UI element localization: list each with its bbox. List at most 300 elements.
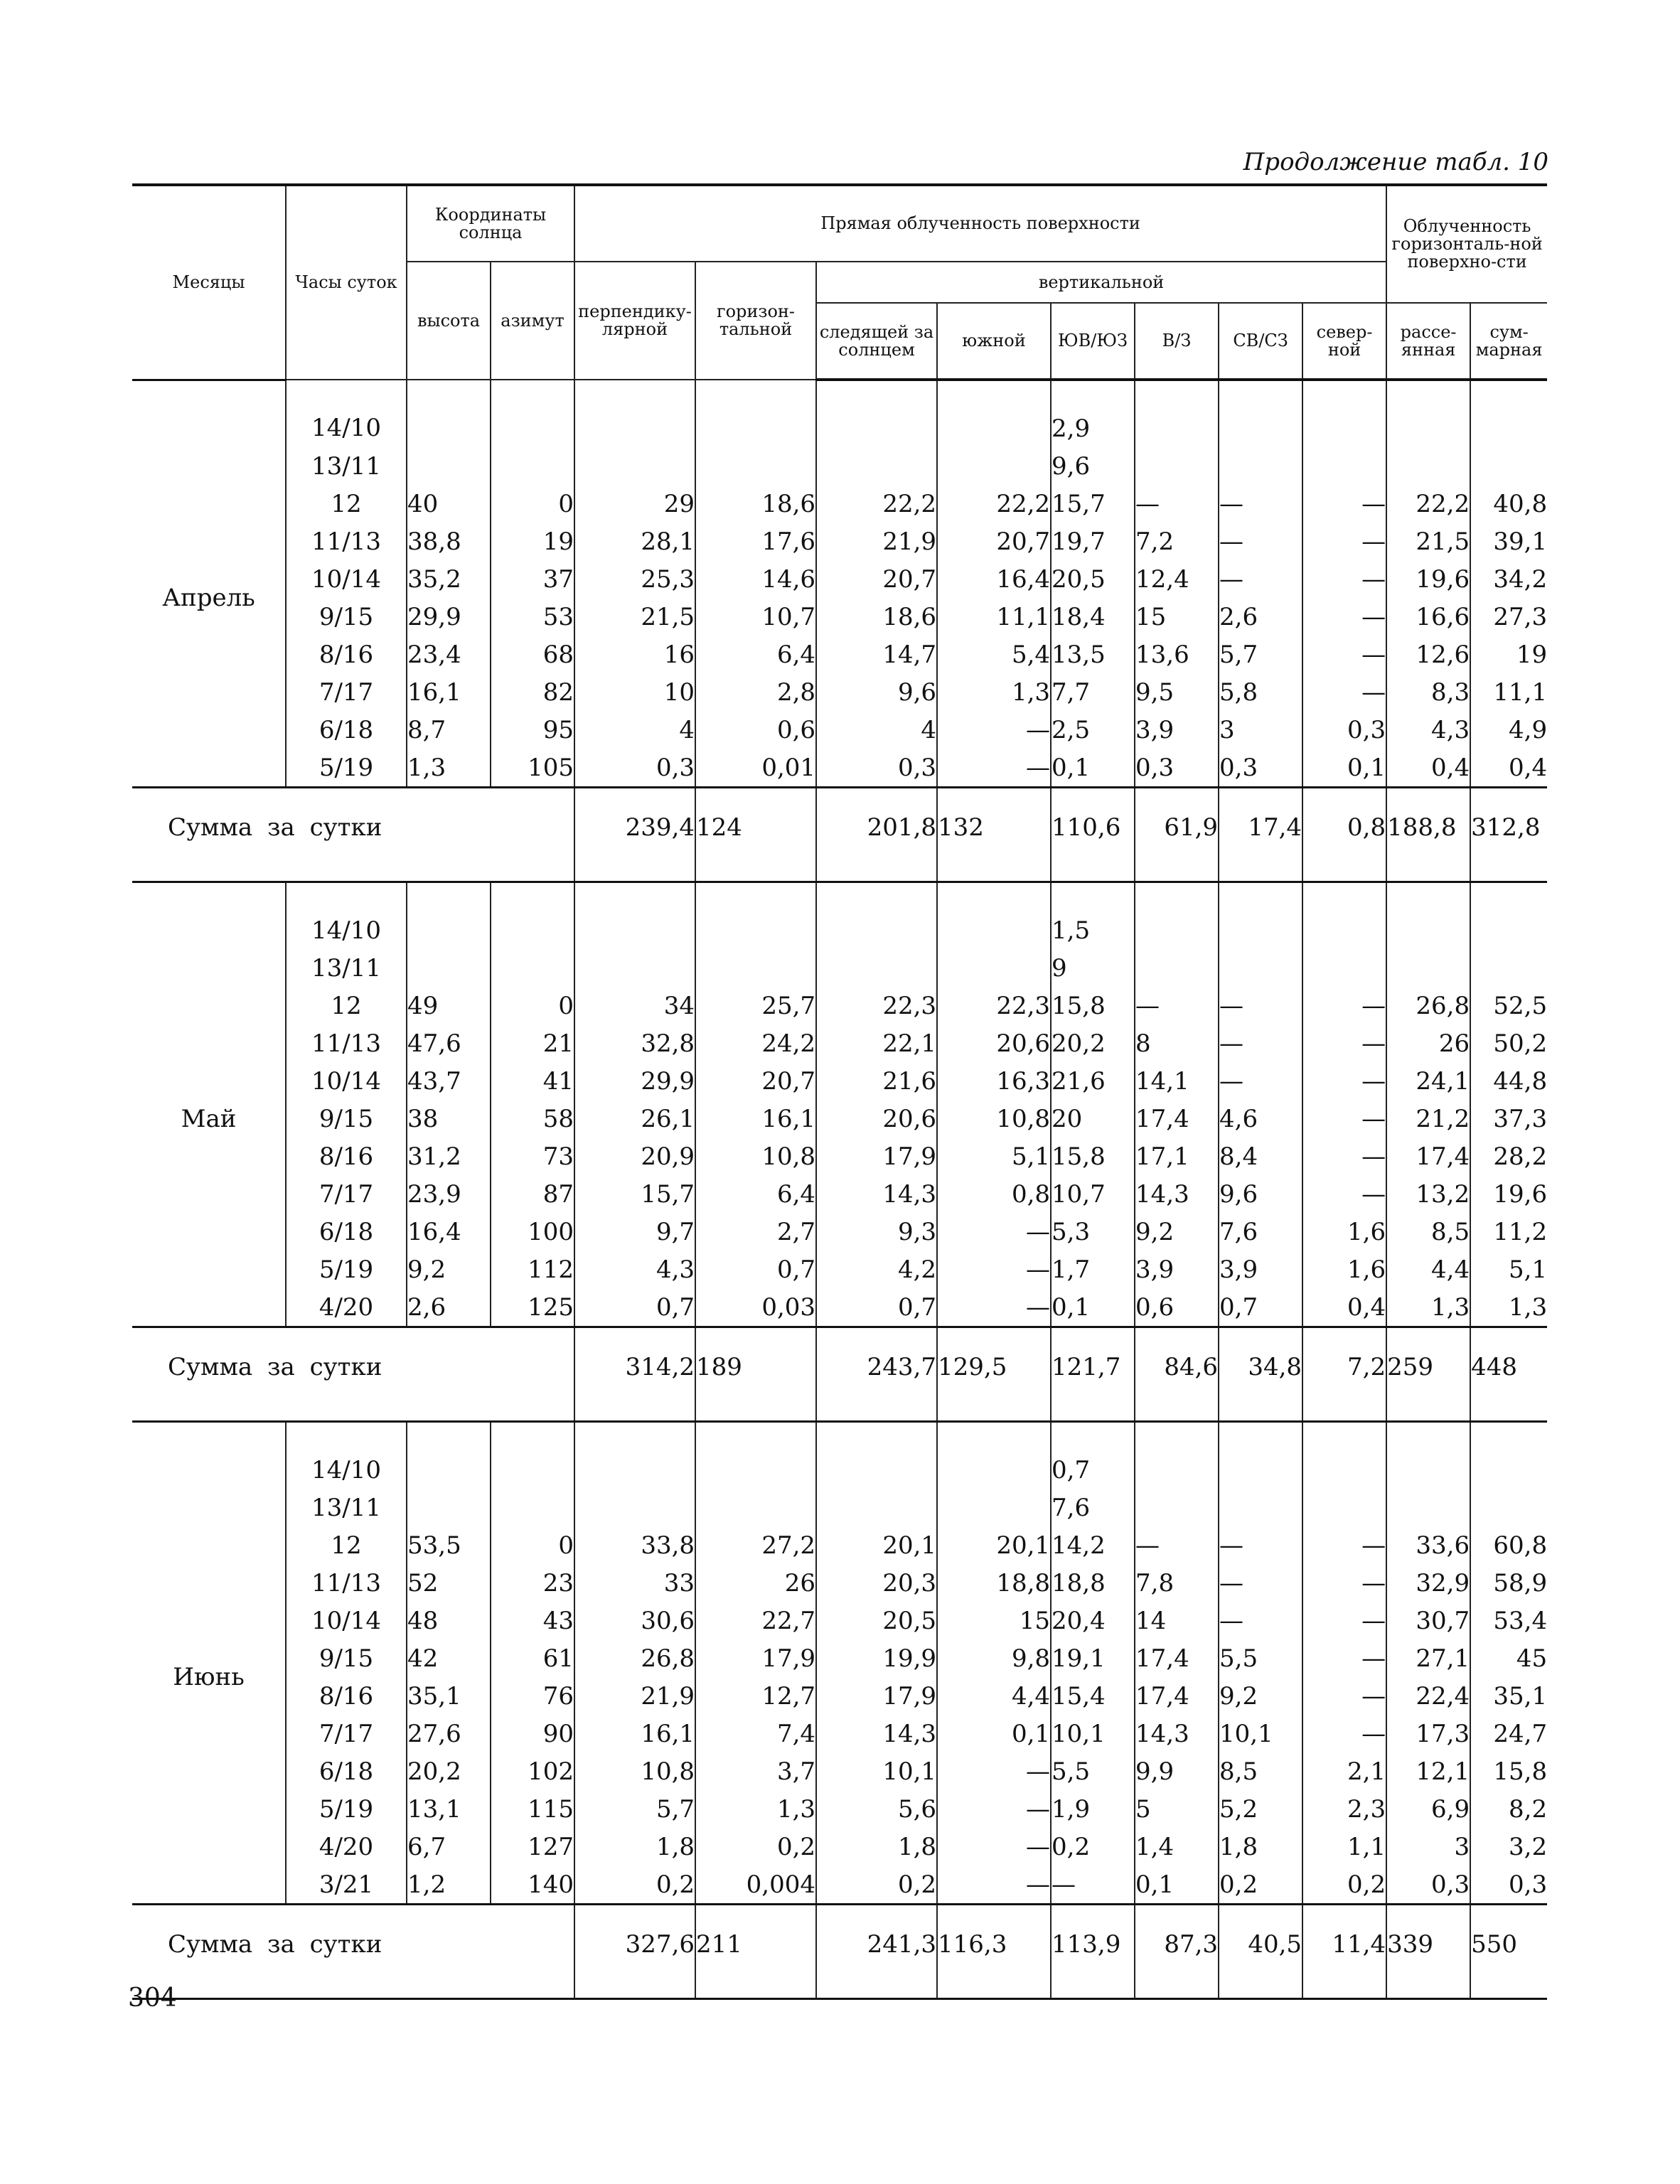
value-cell: 28,2: [1470, 1138, 1547, 1175]
value-cell: 9,6: [1051, 447, 1135, 485]
value-cell: 21,6: [816, 1062, 937, 1100]
value-cell: [1135, 949, 1219, 987]
value-cell: [937, 1489, 1051, 1526]
value-cell: 17,9: [816, 1138, 937, 1175]
value-cell: 60,8: [1470, 1526, 1547, 1564]
value-cell: 5,4: [937, 636, 1051, 673]
value-cell: 5,8: [1219, 673, 1302, 711]
value-cell: 0,3: [1302, 711, 1386, 749]
value-cell: 17,4: [1135, 1639, 1219, 1677]
table-row: [132, 1828, 1547, 1866]
value-cell: [407, 882, 491, 950]
hour-cell: 6/18: [286, 1752, 407, 1790]
sum-cell: 84,6: [1135, 1327, 1219, 1422]
value-cell: 0,7: [1219, 1288, 1302, 1327]
value-cell: 2,6: [1219, 598, 1302, 636]
value-cell: 10,1: [816, 1752, 937, 1790]
value-cell: [1302, 882, 1386, 950]
value-cell: 19,7: [1051, 523, 1135, 560]
sum-row: [132, 788, 1547, 882]
value-cell: 30,6: [574, 1602, 695, 1639]
table-row: [132, 673, 1547, 711]
table-row: [132, 1422, 1547, 1489]
table-row: [132, 1138, 1547, 1175]
hour-cell: 14/10: [286, 380, 407, 447]
value-cell: —: [1302, 1564, 1386, 1602]
value-cell: [937, 447, 1051, 485]
value-cell: 52: [407, 1564, 491, 1602]
value-cell: —: [1135, 485, 1219, 523]
value-cell: 5,2: [1219, 1790, 1302, 1828]
sum-row: [132, 1905, 1547, 1999]
sum-cell: 314,2: [574, 1327, 695, 1422]
value-cell: [695, 447, 816, 485]
value-cell: 44,8: [1470, 1062, 1547, 1100]
value-cell: —: [937, 1213, 1051, 1251]
table-row: [132, 1251, 1547, 1288]
value-cell: [574, 882, 695, 950]
value-cell: 0: [491, 987, 574, 1024]
value-cell: —: [937, 1866, 1051, 1905]
sum-cell: 113,9: [1051, 1905, 1135, 1999]
value-cell: [695, 949, 816, 987]
value-cell: [491, 447, 574, 485]
hour-cell: 12: [286, 1526, 407, 1564]
value-cell: 17,9: [695, 1639, 816, 1677]
value-cell: 16,3: [937, 1062, 1051, 1100]
value-cell: —: [1219, 523, 1302, 560]
value-cell: 6,9: [1386, 1790, 1470, 1828]
value-cell: 1,3: [1470, 1288, 1547, 1327]
value-cell: 33,6: [1386, 1526, 1470, 1564]
value-cell: [937, 1422, 1051, 1489]
value-cell: 125: [491, 1288, 574, 1327]
value-cell: [816, 1489, 937, 1526]
value-cell: 8: [1135, 1024, 1219, 1062]
value-cell: [574, 380, 695, 447]
value-cell: 13,5: [1051, 636, 1135, 673]
value-cell: 0,3: [1386, 1866, 1470, 1905]
value-cell: —: [1219, 1526, 1302, 1564]
value-cell: [491, 380, 574, 447]
value-cell: [1302, 949, 1386, 987]
value-cell: 18,6: [695, 485, 816, 523]
header-north: север-ной: [1302, 303, 1386, 380]
value-cell: 25,3: [574, 560, 695, 598]
value-cell: [574, 949, 695, 987]
value-cell: 35,1: [407, 1677, 491, 1715]
value-cell: —: [1302, 1138, 1386, 1175]
value-cell: 21,5: [574, 598, 695, 636]
header-hours: Часы суток: [286, 185, 407, 380]
value-cell: 14,3: [816, 1175, 937, 1213]
value-cell: 8,3: [1386, 673, 1470, 711]
value-cell: 5,3: [1051, 1213, 1135, 1251]
hour-cell: 9/15: [286, 598, 407, 636]
value-cell: —: [1302, 1526, 1386, 1564]
hour-cell: 11/13: [286, 1564, 407, 1602]
hour-cell: 11/13: [286, 523, 407, 560]
value-cell: —: [937, 749, 1051, 788]
value-cell: 21,2: [1386, 1100, 1470, 1138]
value-cell: 30,7: [1386, 1602, 1470, 1639]
hour-cell: 3/21: [286, 1866, 407, 1905]
value-cell: [1470, 882, 1547, 950]
value-cell: —: [937, 1752, 1051, 1790]
value-cell: 20,5: [816, 1602, 937, 1639]
value-cell: —: [1051, 1866, 1135, 1905]
value-cell: [1386, 1422, 1470, 1489]
value-cell: 22,2: [937, 485, 1051, 523]
hour-cell: 5/19: [286, 1251, 407, 1288]
table-row: [132, 1790, 1547, 1828]
value-cell: 0,2: [1302, 1866, 1386, 1905]
value-cell: 40,8: [1470, 485, 1547, 523]
value-cell: —: [1302, 523, 1386, 560]
sum-cell: 17,4: [1219, 788, 1302, 882]
value-cell: [574, 1489, 695, 1526]
value-cell: [937, 949, 1051, 987]
value-cell: 20,5: [1051, 560, 1135, 598]
table-row: [132, 987, 1547, 1024]
value-cell: 28,1: [574, 523, 695, 560]
value-cell: —: [937, 1288, 1051, 1327]
value-cell: 5,5: [1219, 1639, 1302, 1677]
hour-cell: 14/10: [286, 1422, 407, 1489]
hour-cell: 8/16: [286, 1677, 407, 1715]
value-cell: 18,8: [1051, 1564, 1135, 1602]
value-cell: 16: [574, 636, 695, 673]
table-row: [132, 1866, 1547, 1905]
value-cell: [816, 447, 937, 485]
value-cell: 19,1: [1051, 1639, 1135, 1677]
value-cell: 11,1: [1470, 673, 1547, 711]
value-cell: 32,9: [1386, 1564, 1470, 1602]
table-row: [132, 1602, 1547, 1639]
value-cell: [1386, 949, 1470, 987]
sum-cell: 259: [1386, 1327, 1470, 1422]
value-cell: 15,8: [1470, 1752, 1547, 1790]
value-cell: [1135, 447, 1219, 485]
value-cell: 14,6: [695, 560, 816, 598]
sum-cell: 7,2: [1302, 1327, 1386, 1422]
value-cell: [816, 882, 937, 950]
value-cell: 9,3: [816, 1213, 937, 1251]
value-cell: [695, 380, 816, 447]
value-cell: 24,7: [1470, 1715, 1547, 1752]
table-row: [132, 447, 1547, 485]
value-cell: 0,004: [695, 1866, 816, 1905]
table-row: [132, 1752, 1547, 1790]
value-cell: 0,3: [1135, 749, 1219, 788]
value-cell: —: [1302, 485, 1386, 523]
value-cell: 90: [491, 1715, 574, 1752]
hour-cell: 10/14: [286, 560, 407, 598]
sum-cell: 211: [695, 1905, 816, 1999]
sum-cell: 129,5: [937, 1327, 1051, 1422]
value-cell: —: [1219, 1024, 1302, 1062]
value-cell: 8,5: [1386, 1213, 1470, 1251]
value-cell: —: [1302, 1175, 1386, 1213]
value-cell: [1135, 380, 1219, 447]
hour-cell: 6/18: [286, 711, 407, 749]
sum-cell: 116,3: [937, 1905, 1051, 1999]
table-row: [132, 1062, 1547, 1100]
value-cell: 0,8: [937, 1175, 1051, 1213]
sum-label: Сумма за сутки: [132, 1327, 574, 1422]
value-cell: [574, 1422, 695, 1489]
value-cell: 7,4: [695, 1715, 816, 1752]
value-cell: 102: [491, 1752, 574, 1790]
value-cell: 45: [1470, 1639, 1547, 1677]
table-row: [132, 523, 1547, 560]
table-row: [132, 749, 1547, 788]
value-cell: 16,4: [407, 1213, 491, 1251]
value-cell: 10,8: [574, 1752, 695, 1790]
value-cell: 12,1: [1386, 1752, 1470, 1790]
value-cell: 7,7: [1051, 673, 1135, 711]
value-cell: 22,1: [816, 1024, 937, 1062]
value-cell: [1470, 1422, 1547, 1489]
hour-cell: 7/17: [286, 1175, 407, 1213]
value-cell: 0,2: [695, 1828, 816, 1866]
hour-cell: 9/15: [286, 1639, 407, 1677]
value-cell: 1,8: [1219, 1828, 1302, 1866]
value-cell: 14,3: [1135, 1175, 1219, 1213]
value-cell: 19,9: [816, 1639, 937, 1677]
value-cell: [407, 1489, 491, 1526]
value-cell: [1219, 1422, 1302, 1489]
value-cell: 17,9: [816, 1677, 937, 1715]
value-cell: [491, 1489, 574, 1526]
value-cell: 1,3: [695, 1790, 816, 1828]
sum-cell: 87,3: [1135, 1905, 1219, 1999]
value-cell: 49: [407, 987, 491, 1024]
value-cell: 0,7: [695, 1251, 816, 1288]
table-row: [132, 1526, 1547, 1564]
sum-cell: 201,8: [816, 788, 937, 882]
value-cell: —: [1302, 636, 1386, 673]
value-cell: 115: [491, 1790, 574, 1828]
value-cell: 53: [491, 598, 574, 636]
value-cell: 9,8: [937, 1639, 1051, 1677]
header-total: сум-марная: [1470, 303, 1547, 380]
table-row: [132, 1639, 1547, 1677]
sum-cell: 239,4: [574, 788, 695, 882]
value-cell: 17,4: [1386, 1138, 1470, 1175]
value-cell: 1,7: [1051, 1251, 1135, 1288]
value-cell: 73: [491, 1138, 574, 1175]
table-row: [132, 1024, 1547, 1062]
value-cell: 19,6: [1470, 1175, 1547, 1213]
value-cell: 14,3: [816, 1715, 937, 1752]
value-cell: 58,9: [1470, 1564, 1547, 1602]
value-cell: 19,6: [1386, 560, 1470, 598]
value-cell: 29,9: [574, 1062, 695, 1100]
value-cell: 4: [574, 711, 695, 749]
value-cell: 5,7: [574, 1790, 695, 1828]
value-cell: 0,1: [1051, 1288, 1135, 1327]
value-cell: 15,8: [1051, 1138, 1135, 1175]
value-cell: —: [1302, 1100, 1386, 1138]
value-cell: 16,4: [937, 560, 1051, 598]
value-cell: 0,4: [1470, 749, 1547, 788]
value-cell: [1470, 447, 1547, 485]
value-cell: 20,1: [937, 1526, 1051, 1564]
value-cell: 0,2: [574, 1866, 695, 1905]
sum-cell: 312,8: [1470, 788, 1547, 882]
value-cell: 16,1: [695, 1100, 816, 1138]
value-cell: 22,2: [816, 485, 937, 523]
value-cell: [491, 1422, 574, 1489]
header-azimuth: азимут: [491, 262, 574, 380]
hour-cell: 14/10: [286, 882, 407, 950]
value-cell: 3,7: [695, 1752, 816, 1790]
hour-cell: 12: [286, 485, 407, 523]
value-cell: 8,4: [1219, 1138, 1302, 1175]
sum-label: Сумма за сутки: [132, 1905, 574, 1999]
value-cell: 40: [407, 485, 491, 523]
value-cell: 17,1: [1135, 1138, 1219, 1175]
value-cell: 105: [491, 749, 574, 788]
value-cell: 33,8: [574, 1526, 695, 1564]
value-cell: 14,3: [1135, 1715, 1219, 1752]
table-row: [132, 1564, 1547, 1602]
value-cell: 0,2: [1051, 1828, 1135, 1866]
value-cell: 43,7: [407, 1062, 491, 1100]
value-cell: 26,1: [574, 1100, 695, 1138]
sum-cell: 243,7: [816, 1327, 937, 1422]
block-june: [132, 1422, 1547, 1999]
value-cell: 26,8: [1386, 987, 1470, 1024]
value-cell: 0,7: [574, 1288, 695, 1327]
header-horiz-irr: Облученность горизонталь-ной поверхно-сти: [1386, 185, 1547, 303]
value-cell: 0,3: [816, 749, 937, 788]
value-cell: 3,2: [1470, 1828, 1547, 1866]
hour-cell: 9/15: [286, 1100, 407, 1138]
value-cell: —: [1302, 1024, 1386, 1062]
value-cell: 0,4: [1386, 749, 1470, 788]
value-cell: 1,4: [1135, 1828, 1219, 1866]
hour-cell: 8/16: [286, 636, 407, 673]
value-cell: 3,9: [1135, 711, 1219, 749]
value-cell: 27,2: [695, 1526, 816, 1564]
value-cell: 5,1: [1470, 1251, 1547, 1288]
value-cell: 21,9: [574, 1677, 695, 1715]
value-cell: 95: [491, 711, 574, 749]
hour-cell: 13/11: [286, 1489, 407, 1526]
value-cell: 43: [491, 1602, 574, 1639]
hour-cell: 6/18: [286, 1213, 407, 1251]
hour-cell: 10/14: [286, 1062, 407, 1100]
value-cell: 9,5: [1135, 673, 1219, 711]
value-cell: 4,9: [1470, 711, 1547, 749]
value-cell: 15: [1135, 598, 1219, 636]
value-cell: —: [1302, 1677, 1386, 1715]
value-cell: —: [1219, 560, 1302, 598]
value-cell: 0,4: [1302, 1288, 1386, 1327]
value-cell: 1,3: [407, 749, 491, 788]
header-ne-nw: СВ/СЗ: [1219, 303, 1302, 380]
value-cell: 4,2: [816, 1251, 937, 1288]
value-cell: 18,6: [816, 598, 937, 636]
value-cell: 38,8: [407, 523, 491, 560]
value-cell: 1,5: [1051, 882, 1135, 950]
value-cell: —: [1302, 673, 1386, 711]
value-cell: 1,9: [1051, 1790, 1135, 1828]
value-cell: 68: [491, 636, 574, 673]
value-cell: 20,3: [816, 1564, 937, 1602]
value-cell: 6,4: [695, 636, 816, 673]
value-cell: 5,7: [1219, 636, 1302, 673]
value-cell: 10,1: [1219, 1715, 1302, 1752]
sum-cell: 124: [695, 788, 816, 882]
value-cell: 7,2: [1135, 523, 1219, 560]
value-cell: 1,8: [574, 1828, 695, 1866]
value-cell: —: [1135, 987, 1219, 1024]
hour-cell: 4/20: [286, 1828, 407, 1866]
sum-cell: 241,3: [816, 1905, 937, 1999]
value-cell: 38: [407, 1100, 491, 1138]
sum-cell: 188,8: [1386, 788, 1470, 882]
sum-cell: 110,6: [1051, 788, 1135, 882]
value-cell: 3,9: [1135, 1251, 1219, 1288]
value-cell: 7,8: [1135, 1564, 1219, 1602]
value-cell: —: [1135, 1526, 1219, 1564]
value-cell: 31,2: [407, 1138, 491, 1175]
value-cell: 2,8: [695, 673, 816, 711]
value-cell: [1219, 447, 1302, 485]
table-row: [132, 636, 1547, 673]
month-label: Апрель: [132, 380, 286, 788]
value-cell: 12,7: [695, 1677, 816, 1715]
value-cell: 9,2: [1135, 1213, 1219, 1251]
value-cell: —: [937, 1828, 1051, 1866]
value-cell: —: [1302, 987, 1386, 1024]
value-cell: [407, 1422, 491, 1489]
value-cell: 18,4: [1051, 598, 1135, 636]
header-vertical: вертикальной: [816, 262, 1386, 303]
value-cell: 8,7: [407, 711, 491, 749]
value-cell: 10,1: [1051, 1715, 1135, 1752]
value-cell: 26: [1386, 1024, 1470, 1062]
value-cell: 53,4: [1470, 1602, 1547, 1639]
value-cell: 87: [491, 1175, 574, 1213]
value-cell: —: [1219, 1062, 1302, 1100]
value-cell: 61: [491, 1639, 574, 1677]
value-cell: 76: [491, 1677, 574, 1715]
value-cell: 140: [491, 1866, 574, 1905]
sum-row: [132, 1327, 1547, 1422]
value-cell: 10: [574, 673, 695, 711]
value-cell: 10,7: [1051, 1175, 1135, 1213]
value-cell: 9,9: [1135, 1752, 1219, 1790]
value-cell: 27,3: [1470, 598, 1547, 636]
sum-cell: 550: [1470, 1905, 1547, 1999]
value-cell: 10,8: [695, 1138, 816, 1175]
value-cell: 47,6: [407, 1024, 491, 1062]
value-cell: 58: [491, 1100, 574, 1138]
table-row: [132, 1677, 1547, 1715]
value-cell: [1386, 380, 1470, 447]
value-cell: [1219, 1489, 1302, 1526]
value-cell: 0,2: [816, 1866, 937, 1905]
header-altitude: высота: [407, 262, 491, 380]
value-cell: 20,4: [1051, 1602, 1135, 1639]
value-cell: 22,7: [695, 1602, 816, 1639]
value-cell: 3: [1219, 711, 1302, 749]
value-cell: 17,4: [1135, 1677, 1219, 1715]
